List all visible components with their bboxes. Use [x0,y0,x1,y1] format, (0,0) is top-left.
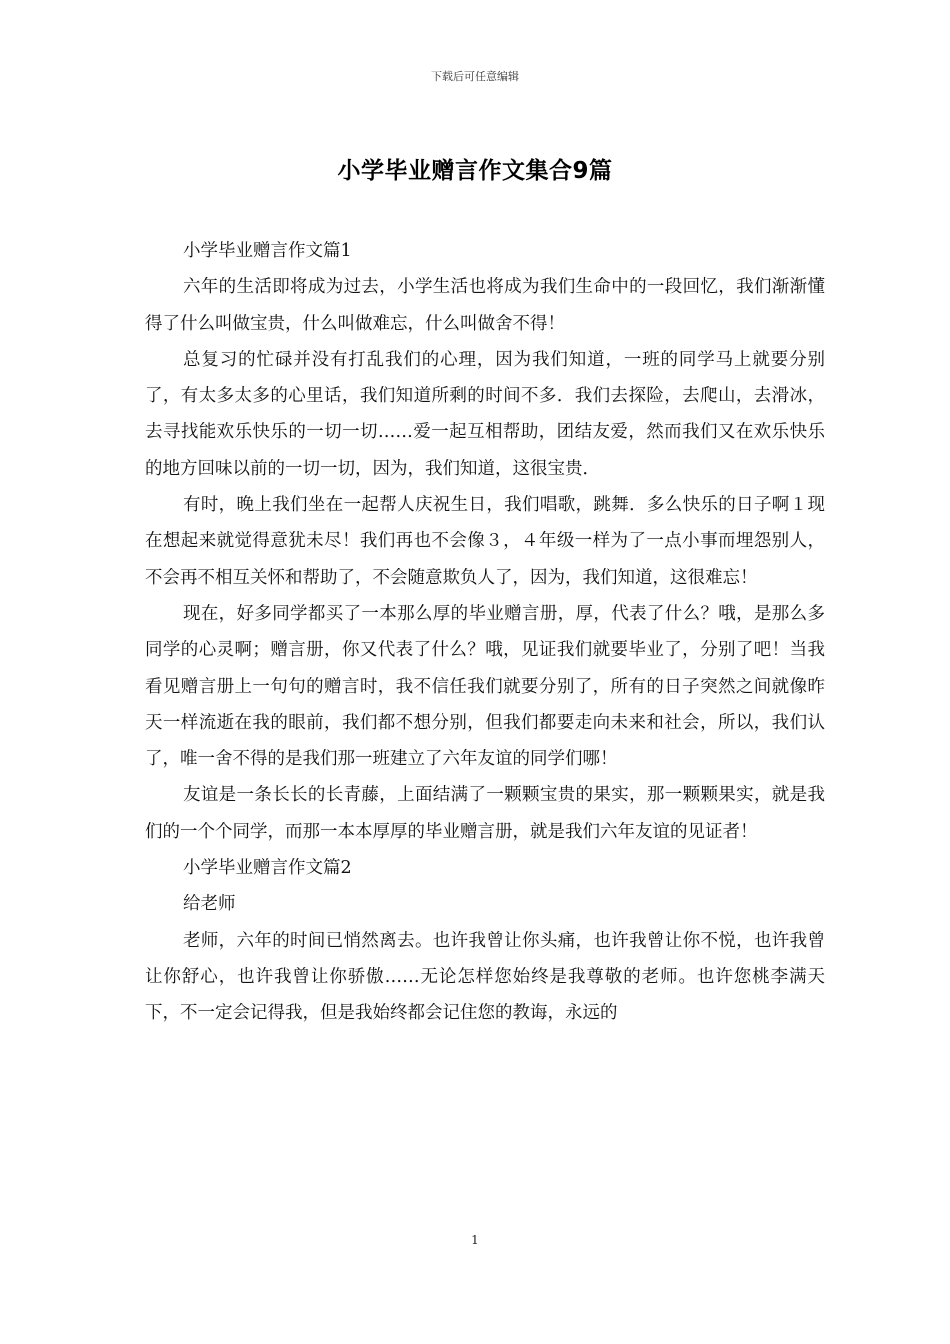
paragraph: 友谊是一条长长的长青藤，上面结满了一颗颗宝贵的果实，那一颗颗果实，就是我们的一个个同学，而那一本本厚厚的毕业赠言册，就是我们六年友谊的见证者！ [145,785,825,842]
section-heading: 小学毕业赠言作文篇1 [183,241,352,261]
paragraph: 总复习的忙碌并没有打乱我们的心理，因为我们知道，一班的同学马上就要分别了，有太多太多的心里话，我们知道所剩的时间不多．我们去探险，去爬山，去滑冰，去寻找能欢乐快乐的一切一切……爱一起互相帮助，团结友爱，然而我们又在欢乐快乐的地方回味以前的一切一切，因为，我们知道，这很宝贵． [145,349,825,479]
page-header-note: 下载后可任意编辑 [431,70,519,83]
document-title: 小学毕业赠言作文集合9篇 [337,158,613,184]
paragraph: 六年的生活即将成为过去，小学生活也将成为我们生命中的一段回忆，我们渐渐懂得了什么叫做宝贵，什么叫做难忘，什么叫做舍不得！ [145,277,825,334]
paragraph: 老师，六年的时间已悄然离去。也许我曾让你头痛，也许我曾让你不悦，也许我曾让你舒心，也许我曾让你骄傲……无论怎样您始终是我尊敬的老师。也许您桃李满天下，不一定会记得我，但是我始终都会记住您的教诲，永远的 [145,930,825,1024]
section-heading: 小学毕业赠言作文篇2 [183,858,352,879]
paragraph: 有时，晚上我们坐在一起帮人庆祝生日，我们唱歌，跳舞．多么快乐的日子啊１现在想起来就觉得意犹未尽！我们再也不会像３，４年级一样为了一点小事而埋怨别人，不会再不相互关怀和帮助了，不会随意欺负人了，因为，我们知道，这很难忘！ [145,495,825,588]
paragraph: 给老师 [183,894,236,915]
paragraph: 现在，好多同学都买了一本那么厚的毕业赠言册，厚，代表了什么？哦，是那么多同学的心灵啊；赠言册，你又代表了什么？哦，见证我们就要毕业了，分别了吧！当我看见赠言册上一句句的赠言时，我不信任我们就要分别了，所有的日子突然之间就像昨天一样流逝在我的眼前，我们都不想分别，但我们都要走向未来和社会，所以，我们认了，唯一舍不得的是我们那一班建立了六年友谊的同学们哪！ [145,603,825,770]
page-number: 1 [471,1233,479,1247]
document-body [145,233,825,1032]
